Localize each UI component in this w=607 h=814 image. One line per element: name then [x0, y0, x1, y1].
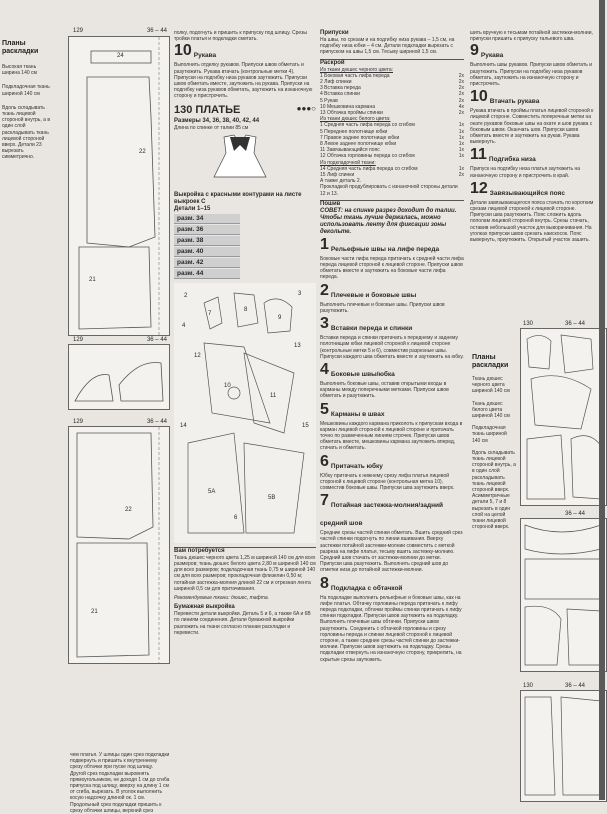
step-title: Боковые швы/юбка — [330, 370, 395, 378]
cutting-count: 2x — [458, 110, 464, 117]
part-label: 22 — [139, 149, 146, 155]
step-text: Мешковины каждого кармана приколоть к припускам входа в карман лицевой стороной к лицевой стороне и притачать точно по размеченным линиям строчек. Припуски швов обметать вместе, мешковины кармана заутюжить вперед, стачать и обметать. — [320, 420, 463, 452]
cutting-count: 1x — [458, 165, 464, 172]
layout-heading: Планы раскладки — [2, 40, 39, 55]
step-title: Притачать юбку — [330, 462, 383, 470]
step-title: Карманы в швах — [330, 410, 385, 418]
width-mark: 129 — [73, 28, 84, 34]
top-text: полку, подогнуть и пришить к припуску под шлицу. Срезы тройки платья и подкладки сметать. — [174, 30, 307, 43]
step-title: Вставки переда и спинки — [330, 325, 413, 333]
lining-note: Подкладочная ткань шириной 140 см — [472, 425, 507, 444]
step-number: 10 — [470, 88, 488, 106]
cutting-count: 2x — [458, 91, 464, 98]
layout-diagram-mid — [69, 345, 169, 409]
step-title: Потайная застежка-молния/задний средний шов — [320, 502, 444, 528]
piece-label: 13 — [294, 342, 301, 349]
step-title: Завязывающийся пояс — [489, 189, 565, 197]
materials-text: Ткань дюшес черного цвета 1,25 м шириной 140 см для всех размеров; ткань дюшес белого цвета 2,80 м шириной 140 см для всех размеров; подкладочная ткань 0,75 м шириной 140 см для всех размеров; прокладочная флизелин 0,50 м; потайная застежка-молния длиной 22 см и отрезная лента шириной 0,5 см для притачивания. — [174, 554, 316, 592]
step-number: 1 — [320, 235, 329, 253]
cutting-count: 2x — [458, 172, 464, 179]
piece-label: 11 — [270, 392, 277, 399]
part-label: 21 — [91, 609, 98, 615]
step-text: Средние срезы частей спинки обметать. Вшить средний срез частей спинки подогнуть по линии вшивания. Вверху застежки потайной застежки-молнии совместить с меткой разреза на лифе платья, тесьму вшить застежку-молнию. Средний шов стачать от застежки-молнии до метки. Припуски шва разутюжить. Выполнить средний шов до отметки низа до потайной застежки-молнии. — [320, 530, 463, 574]
step-10 — [174, 44, 316, 99]
step-title: Подгибка низа — [488, 156, 536, 164]
step-number: 6 — [320, 452, 329, 470]
piece-label: 6 — [234, 514, 238, 521]
layout-plate-mid — [68, 337, 170, 410]
piece-label: 14 — [180, 422, 187, 429]
length-line: Длина по спинке от талии 85 см — [174, 124, 249, 131]
piece-label: 8 — [244, 306, 248, 313]
piece-label: 4 — [182, 322, 186, 329]
difficulty-dots: ●●●○ — [296, 103, 316, 113]
top-text: шить вручную к тесьмам потайной застежки-молнии, припуски пришить к припуску тальевого шва. — [470, 30, 593, 43]
cutting-piece: 5 Переднее полотнище юбки — [320, 128, 388, 135]
sewing-step — [320, 360, 464, 400]
size-legend — [174, 214, 316, 279]
sewing-step — [320, 235, 464, 281]
lining-note: Подкладочная ткань шириной 140 см — [2, 84, 50, 97]
sewing-step — [320, 400, 464, 452]
sewing-step — [320, 317, 464, 360]
instructions-column-4 — [470, 0, 605, 800]
step-title: Рельефные швы на лифе переда — [330, 245, 440, 253]
part-label: 24 — [117, 53, 124, 59]
cutting-piece: 2 Лиф спинки — [320, 79, 352, 86]
layout-diagram-b — [521, 519, 606, 671]
pattern-title: Выкройка с красными контурами на листе выкроек C — [174, 191, 302, 205]
cutting-title: Раскрой — [320, 59, 345, 66]
cutting-piece: 11 Завязывающийся пояс — [320, 147, 380, 154]
cutting-piece: 8 Левое заднее полотнище юбки — [320, 141, 397, 148]
step-number: 9 — [470, 42, 479, 60]
size-row: разм. 34 — [174, 214, 240, 224]
step-text: Выполнить плечевые и боковые швы. Припуски швов разутюжить. — [320, 301, 445, 314]
layout-legend — [2, 40, 52, 161]
sewing-step — [320, 281, 464, 314]
step-title: Плечевые и боковые швы — [330, 291, 417, 299]
step-text: Выполнить отделку рукавов. Припуски швов обметать и разутюжить. Рукава втачать (контрольные метки 4). Припуски на подгибку низа рукавов заутюжить. Припуски швов обметать вместе, заутюжить на рукава. Припуски на подгибку низа рукавов обметать, заутюжить на изнаночную сторону и пристрочить. — [174, 62, 313, 100]
cutting-count: 2x — [458, 97, 464, 104]
step-number: 11 — [470, 146, 487, 164]
step-title: Подкладка с обтачкой — [330, 584, 403, 592]
step-number: 7 — [320, 492, 329, 510]
white-fabric-note: Ткань дюшес белого цвета шириной 140 см — [472, 400, 510, 420]
fabric-note: Высокая ткань ширина 140 см — [2, 64, 37, 77]
layout-plate-b — [520, 511, 607, 672]
layout-diagram-c — [521, 691, 606, 801]
size-mark: 36 – 44 — [146, 337, 167, 343]
step-12 — [470, 179, 598, 244]
layout-legend-2 — [472, 354, 516, 530]
recommended-fabrics: Рекомендуемые ткани: дюшес, тафта. — [174, 595, 270, 602]
sewing-steps — [320, 235, 464, 663]
layout-heading: Планы раскладки — [472, 354, 509, 369]
piece-label: 9 — [278, 314, 282, 321]
cutting-piece: 1 Боковая часть лифа переда — [320, 72, 390, 79]
step-10 — [470, 90, 598, 145]
cutting-head-black: Из ткани дюшес черного цвета: — [320, 66, 394, 73]
cutting-list-lining — [320, 166, 464, 178]
fold-note: Вдоль складывать ткань лицевой стороной внутрь, а в один слой раскладывать ткань лицевой стороной вверх. Асимметричные детали 5, 7 и 8 вырезать в один слой на целой ткани лицевой стороной вверх. — [472, 449, 516, 531]
size-row: разм. 40 — [174, 247, 240, 257]
cutting-count: 1x — [458, 122, 464, 129]
paper-pattern-title: Бумажная выкройка — [174, 604, 235, 611]
cutting-piece: 1 Средняя часть лифа переда со сгибом — [320, 122, 415, 129]
size-row: разм. 36 — [174, 225, 240, 235]
cutting-piece: 10 Мешковина кармана — [320, 103, 375, 110]
cutting-piece: 12 Обтачка горловины переда со сгибом — [320, 153, 415, 160]
step-text: Выполнить боковые швы, оставив открытыми входы в карманы между поперечными метками. Припуски швов обметать и разутюжить. — [320, 380, 449, 400]
sewing-step — [320, 452, 464, 492]
layout-diagram-low — [69, 427, 169, 663]
layout-plate-a — [520, 321, 607, 506]
part-label: 22 — [125, 507, 132, 513]
size-row: разм. 42 — [174, 258, 240, 268]
step-text: Рукава втачать в проймы платья лицевой стороной к лицевой стороне. Совместить поперечные метки на окате рукавов боковые швы на окате и шов рукава с боковым швом. Оканчать шов. Припуски швов обметать вместе и заутюжить на рукав. Рукава вывернуть. — [470, 108, 594, 146]
pattern-sheet-diagram — [174, 283, 316, 543]
size-mark: 36 – 44 — [565, 321, 586, 327]
step-text: Припуск на подгибку низа платья заутюжить на изнаночную сторону и пристрочить в край. — [470, 166, 581, 179]
step-number: 5 — [320, 400, 329, 418]
step-title: Рукава — [193, 52, 217, 60]
step-number: 3 — [320, 315, 329, 333]
cutting-count: 1x — [458, 141, 464, 148]
paper-pattern-text: Перевести детали выкройки. Деталь 5 и 6, а также 6A и 6B по линиям соединения. Детали бумажной выкройки разложить на ткани согласно планам раскладки и перевести. — [174, 611, 311, 636]
layout-plate-low — [68, 419, 170, 664]
step-number: 8 — [320, 574, 329, 592]
materials-title: Вам потребуется — [174, 547, 225, 554]
piece-label: 5A — [208, 488, 216, 495]
width-mark: 129 — [73, 337, 84, 343]
step-text: Боковые части лифа переда притачать к средней части лифа переда лицевой стороной к лицевой стороне. Припуски швов обметать вместе и заутюжить на боковые части лифа переда. — [320, 255, 464, 281]
step-title: Втачать рукава — [489, 98, 540, 106]
layout-plate-c — [520, 683, 607, 802]
cutting-piece: 5 Рукав — [320, 97, 338, 104]
layout-plate-top — [68, 28, 170, 336]
width-mark: 130 — [523, 683, 534, 689]
piece-label: 5B — [268, 494, 276, 501]
cutting-count: 2x — [458, 85, 464, 92]
cutting-piece: 3 Вставка переда — [320, 85, 361, 92]
sewing-title: Пошив — [320, 200, 341, 207]
step-9 — [470, 44, 598, 87]
fabric-note: Ткань дюшес черного цвета шириной 140 см — [472, 376, 510, 395]
cutting-head-lining: Из подкладочной ткани: — [320, 159, 376, 166]
sewing-step — [320, 494, 464, 573]
size-mark: 36 – 44 — [565, 511, 586, 517]
width-mark: 129 — [73, 419, 84, 425]
step-text: Детали завязывающегося пояса стачать по коротким срезам лицевой стороной к лицевой стороне. Припуски шва разутюжить. Пояс сложить вдоль пополам лицевой стороной внутрь. Срезы стачать, оставив небольшой участок для выворачивания. На уголках припуски швов срезать наискосок. Пояс вывернуть, приутюжить. Открытый участок зашить. — [470, 199, 594, 244]
step-11 — [470, 148, 598, 178]
size-mark: 36 – 44 — [146, 28, 167, 34]
cutting-piece: 7 Правое заднее полотнище юбки — [320, 134, 400, 141]
cutting-count: 1x — [458, 153, 464, 160]
model-title: 130 ПЛАТЬЕ — [174, 103, 241, 116]
cutting-head-white: Из ткани дюшес белого цвета: — [320, 116, 391, 123]
cutting-list-white — [320, 122, 464, 159]
step-title: Рукава — [480, 52, 504, 60]
piece-label: 3 — [298, 290, 302, 297]
part-label: 21 — [89, 277, 96, 283]
left-column — [0, 0, 170, 814]
continued-text: чем платья. У шлицы один срез подкладки подвернуть и пришить к внутреннему срезу обтачки при пуске под шлицу. Другой срез подкладки выровнять прямоугольником, не доходя 1 см до сгиба припуска под шлицу, вверху на длину 1 см от сгиба, вырезать. В уголок выполнить косую надсечку длиной ок. 1 см. Продольный срез подкладки пришить к срезу обтачки шлицы, верхний срез — [70, 752, 170, 814]
instructions-column-3 — [320, 0, 464, 800]
cutting-piece: 4 Вставка спинки — [320, 91, 360, 98]
also-note: А также деталь 2. — [320, 178, 362, 185]
cutting-count: 2x — [458, 79, 464, 86]
cutting-count: 1x — [458, 128, 464, 135]
step-text: Выполнить швы рукавов. Припуски швов обметать и разутюжить. Припуски на подгибку низа рукавов обметать, заутюжить на изнаночную сторону и пристрочить. — [470, 62, 593, 88]
size-mark: 36 – 44 — [146, 419, 167, 425]
cutting-piece: 13 Обтачка проймы спинки — [320, 110, 383, 117]
step-text: На подкладке выполнить рельефные и боковые швы, как на лифе платья. Обтачку горловины переда притачать к лифу переда подкладки, обтачки проймы спинки притачать к лифу спинки подкладки. Припуски швов заутюжить на подкладку. Выполнить плечевые швы обтачки. Припуски швов разутюжить. Соединить с обтачкой горловины и срезу горловины переда и спинки лицевой стороной к лицевой стороне, а также средние срезы частей спинки до застежки-молнии. Припуски швов заутюжить на подкладку. Срезы подкладки отвернуть на изнаночную сторону, прикрепить, на скрытые срезы заутюжить. — [320, 594, 462, 663]
sizes-line: Размеры 34, 36, 38, 40, 42, 44 — [174, 117, 260, 124]
step-text: Юбку притачать к нижнему срезу лифа платья лицевой стороной к лицевой стороне (контрольная метка 10), совместив боковые швы. Припуски шва заутюжить вверх. — [320, 472, 455, 491]
step-number: 2 — [320, 281, 329, 299]
sewing-step — [320, 574, 464, 663]
layout-diagram-a — [521, 329, 606, 505]
fold-note: Вдоль складывать ткань лицевой стороной внутрь, а в один слой раскладывать ткань лицевой стороной вверх. Детали 23 вырезать симметрично. — [2, 104, 50, 161]
allowances-title: Припуски — [320, 30, 349, 36]
interfacing-note: Прокладкой продублировать с изнаночной стороны детали 12 и 13. — [320, 184, 458, 197]
step-text: Вставки переда и спинки притачать к переднему и заднему полотнищам юбки лицевой стороной к лицевой стороне (контрольные метки 5 и 6), совместив разрезные швы. Припуски каждого шва обметать вместе и заутюжить на юбку. — [320, 335, 464, 360]
cutting-piece: 15 Лиф спинки — [320, 172, 355, 179]
instructions-column-2 — [174, 0, 316, 800]
piece-label: 2 — [184, 292, 188, 299]
piece-label: 7 — [208, 310, 212, 317]
cutting-count: 1x — [458, 134, 464, 141]
cutting-list-black — [320, 73, 464, 116]
cutting-count: 4x — [458, 103, 464, 110]
pattern-pieces — [174, 283, 314, 543]
allowances-text: На швы, по срезам и на подгибку низа рукава – 1,5 см, на подгибку низа юбки – 4 см. Детали подкладки вырезать с припуском на швы 1,5 см. Тесьму шириной 1,5 см. — [320, 37, 455, 56]
parts-range: Детали 1–15 — [174, 205, 211, 212]
page-edge — [599, 0, 605, 800]
dress-sketch — [174, 131, 314, 181]
cutting-count: 1x — [458, 147, 464, 154]
cutting-piece: 14 Средняя часть лифа переда со сгибом — [320, 165, 418, 172]
width-mark: 130 — [523, 321, 534, 327]
size-row: разм. 38 — [174, 236, 240, 246]
piece-label: 15 — [302, 422, 309, 429]
model-header — [174, 104, 316, 116]
layout-diagram-top — [69, 37, 169, 335]
advice-box: СОВЕТ: на спинке разрез доходит до талии. Чтобы ткань лучше держалась, можно использовать ленту для фиксации зоны декольте. — [320, 207, 457, 235]
cutting-count: 2x — [458, 72, 464, 79]
step-number: 12 — [470, 179, 488, 197]
piece-label: 12 — [194, 352, 201, 359]
step-number: 4 — [320, 360, 329, 378]
step-number: 10 — [174, 42, 192, 60]
size-mark: 36 – 44 — [565, 683, 586, 689]
piece-label: 10 — [224, 382, 231, 389]
size-row: разм. 44 — [174, 269, 240, 279]
